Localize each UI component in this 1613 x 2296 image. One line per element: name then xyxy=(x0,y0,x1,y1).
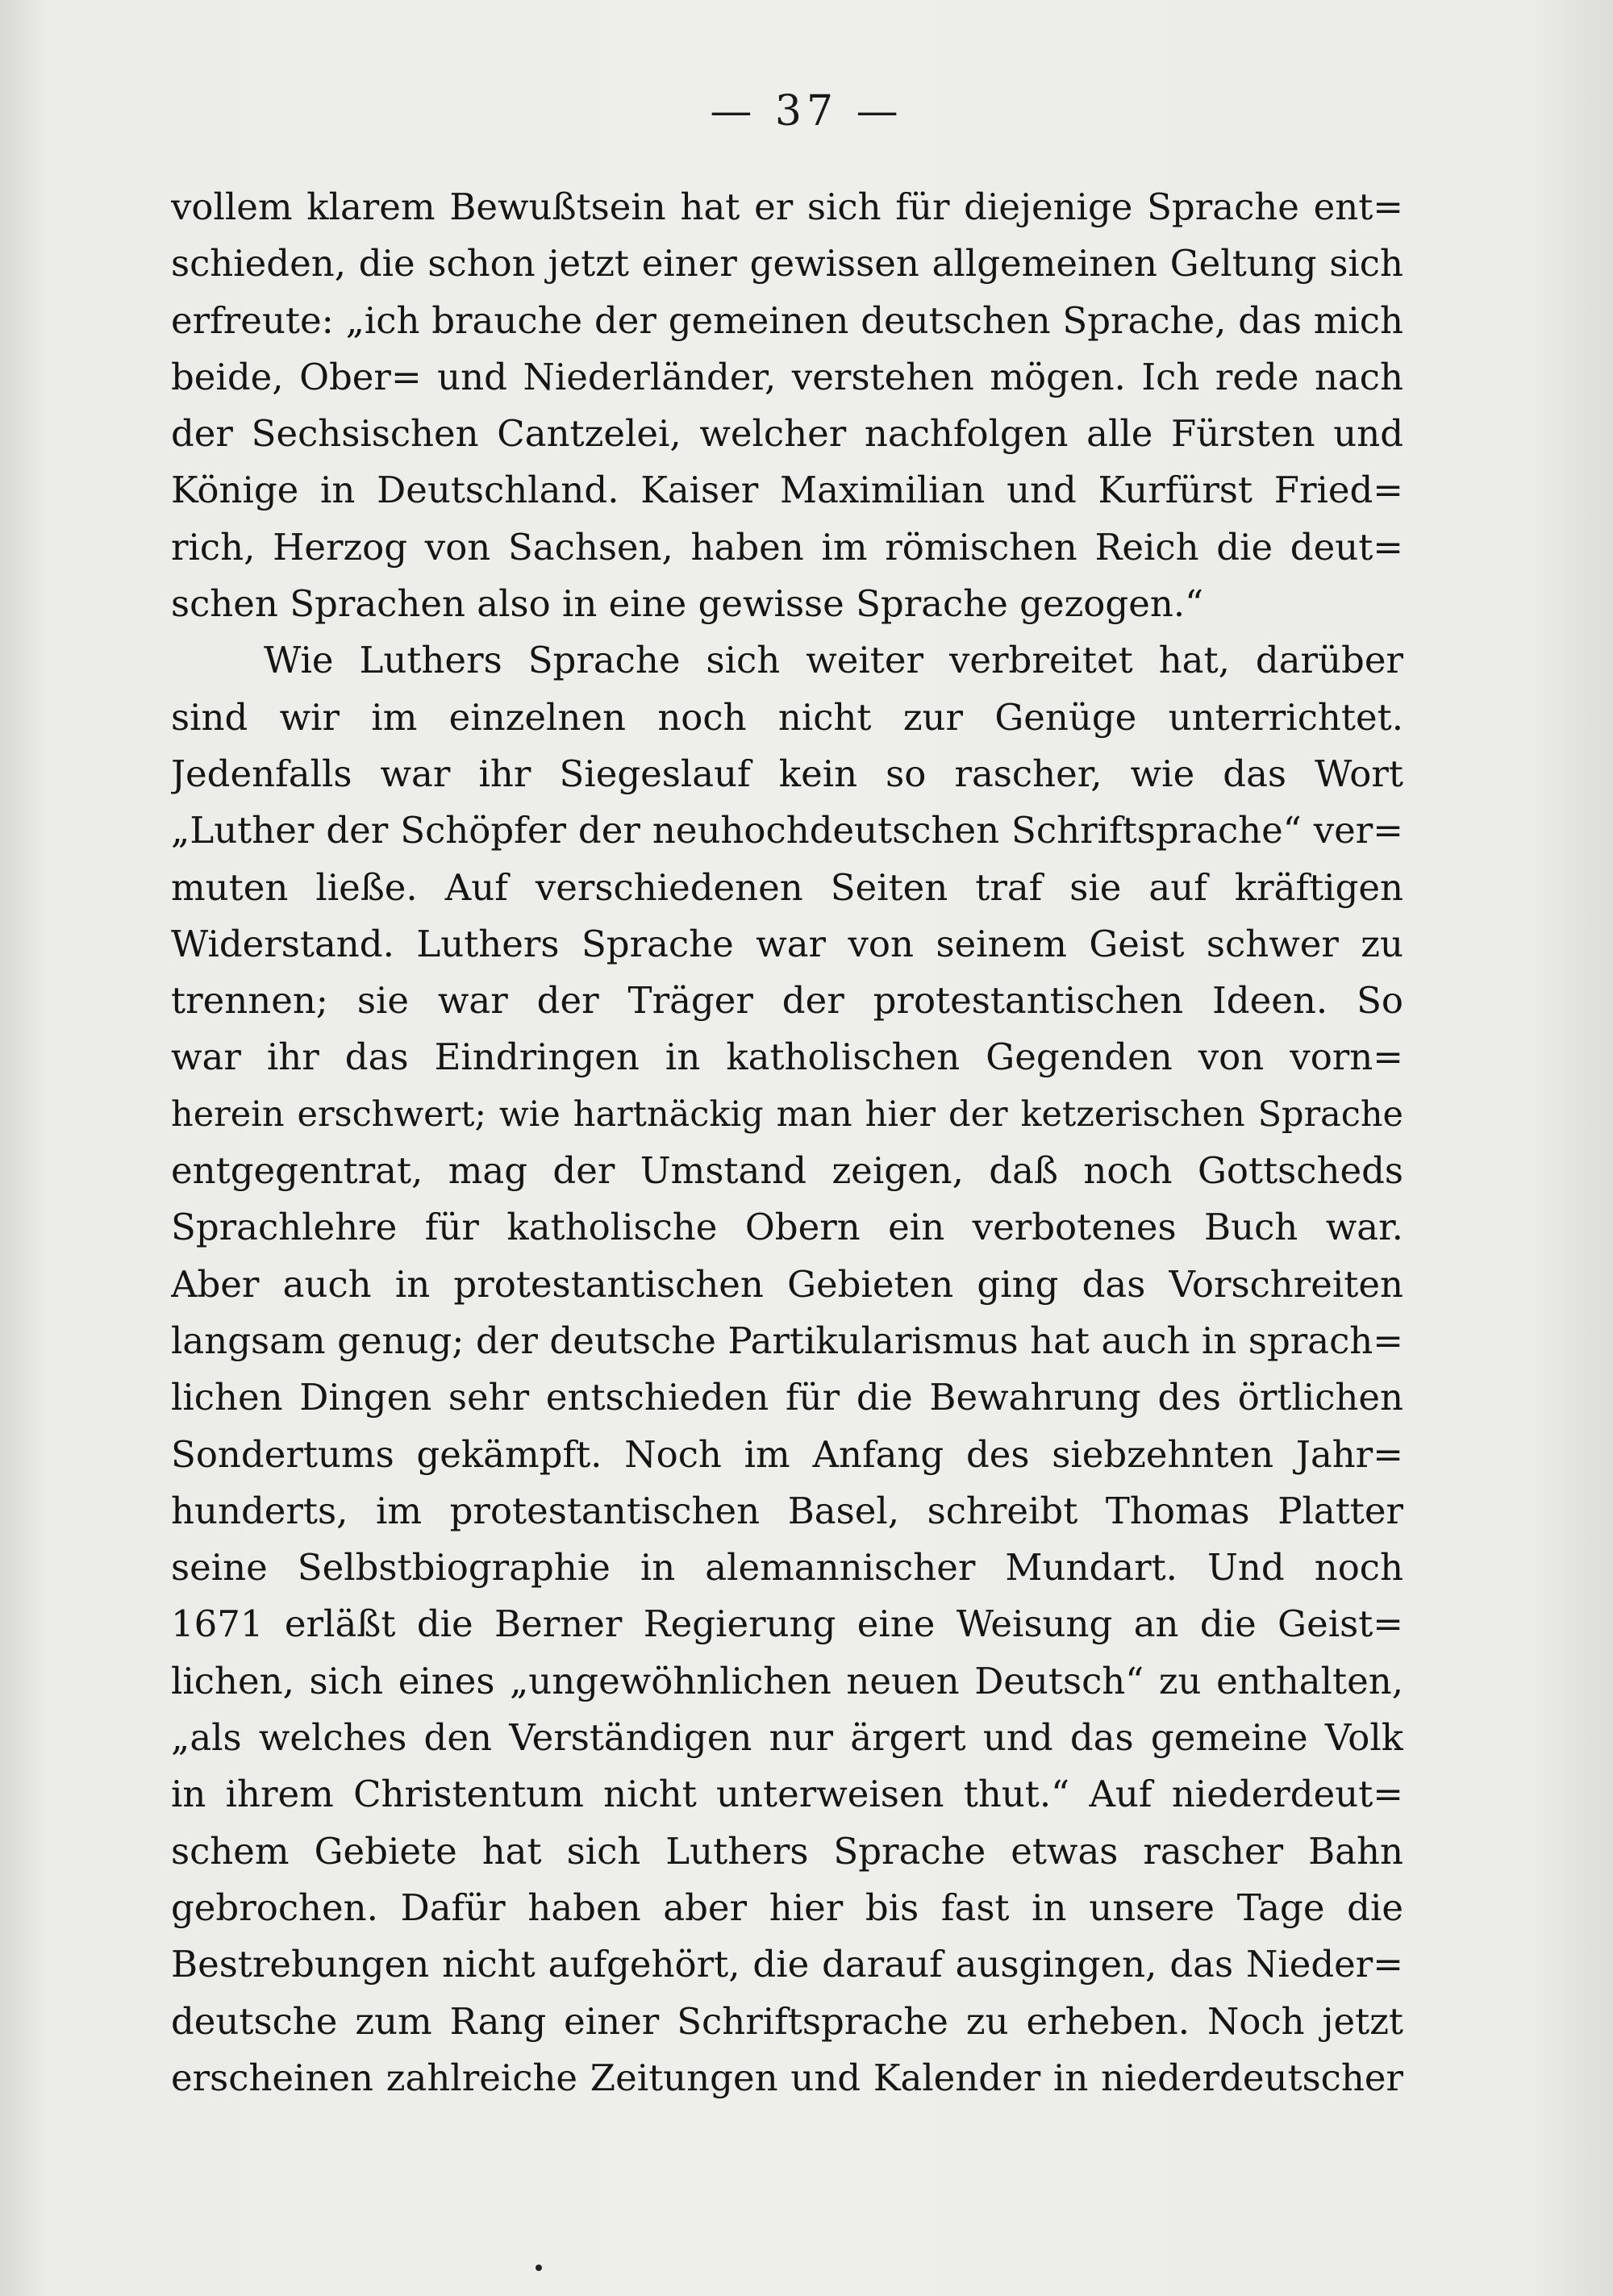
text-line: Widerstand. Luthers Sprache war von seinem Geist schwer zu xyxy=(171,922,1403,965)
text-line: Wie Luthers Sprache sich weiter verbreitet hat, darüber xyxy=(264,639,1403,682)
text-line: Jedenfalls war ihr Siegeslauf kein so rascher, wie das Wort xyxy=(171,752,1403,795)
text-line: langsam genug; der deutsche Partikularismus hat auch in sprach= xyxy=(171,1319,1403,1362)
text-line: in ihrem Christentum nicht unterweisen thut.“ Auf niederdeut= xyxy=(171,1773,1403,1816)
text-line: Sprachlehre für katholische Obern ein verbotenes Buch war. xyxy=(171,1206,1403,1249)
text-line: erfreute: „ich brauche der gemeinen deutschen Sprache, das mich xyxy=(171,298,1403,342)
text-line: beide, Ober= und Niederländer, verstehen mögen. Ich rede nach xyxy=(171,355,1403,398)
text-line: lichen, sich eines „ungewöhnlichen neuen Deutsch“ zu enthalten, xyxy=(171,1659,1403,1702)
text-line: Aber auch in protestantischen Gebieten ging das Vorschreiten xyxy=(171,1262,1403,1306)
text-line: rich, Herzog von Sachsen, haben im römischen Reich die deut= xyxy=(171,525,1403,569)
text-line: sind wir im einzelnen noch nicht zur Genüge unterrichtet. xyxy=(171,695,1403,739)
text-line: deutsche zum Rang einer Schriftsprache zu erheben. Noch jetzt xyxy=(171,1999,1403,2043)
text-line: 1671 erläßt die Berner Regierung eine Weisung an die Geist= xyxy=(171,1602,1403,1646)
text-line: war ihr das Eindringen in katholischen Gegenden von vorn= xyxy=(171,1035,1403,1079)
text-line: entgegentrat, mag der Umstand zeigen, daß noch Gottscheds xyxy=(171,1149,1403,1193)
text-line: Könige in Deutschland. Kaiser Maximilian und Kurfürst Fried= xyxy=(171,469,1403,512)
text-line: „als welches den Verständigen nur ärgert und das gemeine Volk xyxy=(171,1716,1403,1760)
text-line: Sondertums gekämpft. Noch im Anfang des siebzehnten Jahr= xyxy=(171,1432,1403,1476)
text-line: lichen Dingen sehr entschieden für die Bewahrung des örtlichen xyxy=(171,1376,1403,1419)
text-line: muten ließe. Auf verschiedenen Seiten traf sie auf kräftigen xyxy=(171,865,1403,909)
page-number: — 37 — xyxy=(710,87,903,135)
text-line: schem Gebiete hat sich Luthers Sprache etwas rascher Bahn xyxy=(171,1829,1403,1873)
text-line: „Luther der Schöpfer der neuhochdeutschen Schriftsprache“ ver= xyxy=(171,809,1403,852)
paper-speck xyxy=(536,2265,542,2271)
text-line: Bestrebungen nicht aufgehört, die darauf ausgingen, das Nieder= xyxy=(171,1943,1403,1986)
text-line: der Sechsischen Cantzelei, welcher nachfolgen alle Fürsten und xyxy=(171,412,1403,456)
body-text xyxy=(171,179,1403,2106)
text-line: seine Selbstbiographie in alemannischer Mundart. Und noch xyxy=(171,1546,1403,1590)
text-line: gebrochen. Dafür haben aber hier bis fast in unsere Tage die xyxy=(171,1886,1403,1929)
text-line: erscheinen zahlreiche Zeitungen und Kalender in niederdeutscher xyxy=(171,2056,1403,2099)
text-line: hunderts, im protestantischen Basel, schreibt Thomas Platter xyxy=(171,1489,1403,1532)
text-line: schen Sprachen also in eine gewisse Sprache gezogen.“ xyxy=(171,582,1204,626)
text-line: schieden, die schon jetzt einer gewissen allgemeinen Geltung sich xyxy=(171,242,1403,285)
text-line: trennen; sie war der Träger der protestantischen Ideen. So xyxy=(171,979,1403,1023)
text-line: herein erschwert; wie hartnäckig man hier der ketzerischen Sprache xyxy=(171,1094,1403,1135)
text-line: vollem klarem Bewußtsein hat er sich für diejenige Sprache ent= xyxy=(171,185,1403,228)
